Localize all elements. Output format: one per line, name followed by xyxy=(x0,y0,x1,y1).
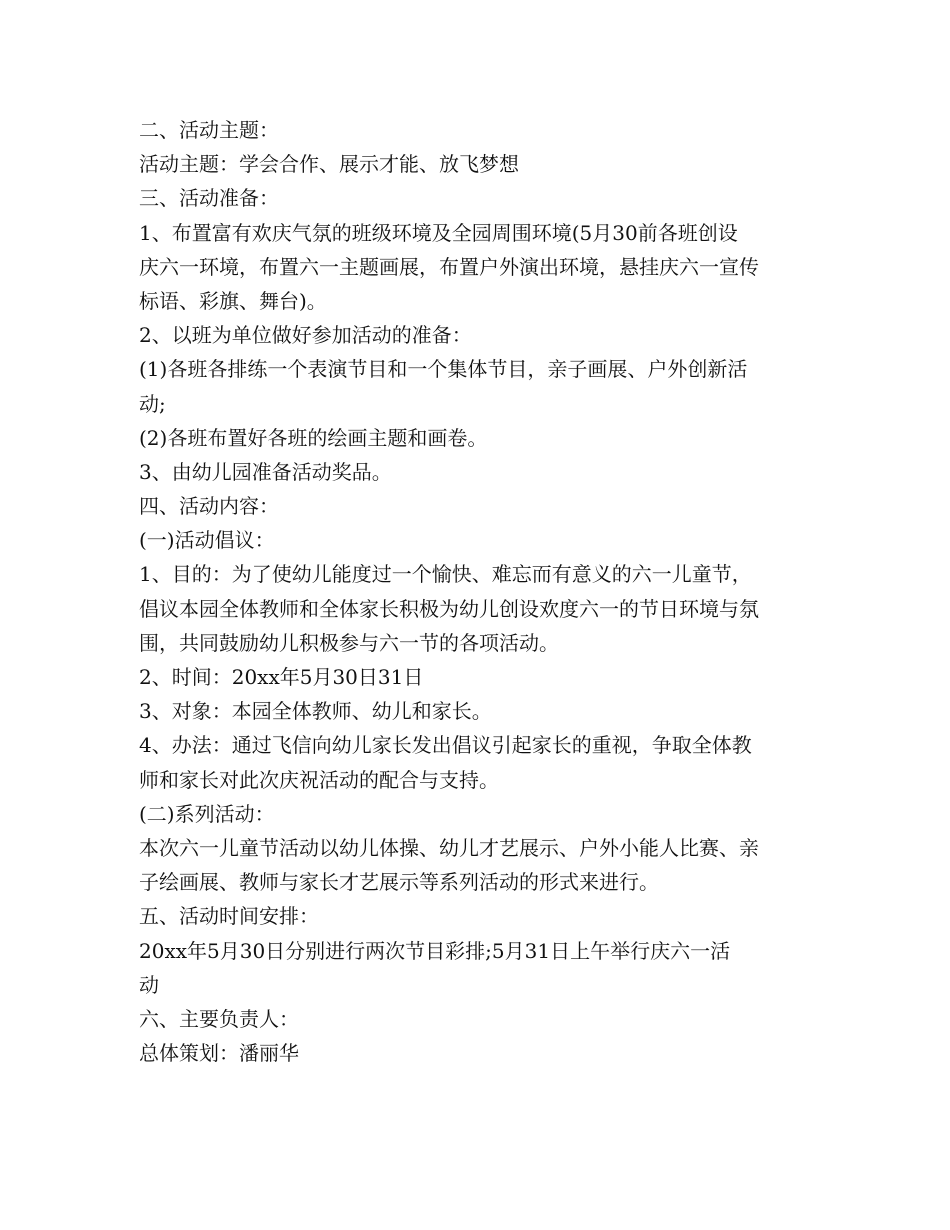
text-line: 动 xyxy=(139,972,159,997)
text-line: 标语、彩旗、舞台)。 xyxy=(139,288,327,313)
heading-activity-content: 四、活动内容： xyxy=(139,494,279,519)
text-line: 3、对象：本园全体教师、幼儿和家长。 xyxy=(139,699,492,724)
text-line: 子绘画展、教师与家长才艺展示等系列活动的形式来进行。 xyxy=(139,870,659,895)
text-line: 动; xyxy=(139,391,166,416)
text-line: 1、布置富有欢庆气氛的班级环境及全园周围环境(5月30前各班创设 xyxy=(139,220,738,245)
heading-main-responsible: 六、主要负责人： xyxy=(139,1006,299,1031)
text-line: 2、时间：20xx年5月30日31日 xyxy=(139,665,424,689)
text-line: 师和家长对此次庆祝活动的配合与支持。 xyxy=(139,767,499,792)
text-line: 2、以班为单位做好参加活动的准备： xyxy=(139,323,472,348)
text-line: 4、办法：通过飞信向幼儿家长发出倡议引起家长的重视，争取全体教 xyxy=(139,733,752,758)
text-line: (2)各班布置好各班的绘画主题和画卷。 xyxy=(139,425,488,450)
subheading-series-activities: (二)系列活动： xyxy=(139,801,275,826)
text-line: 倡议本园全体教师和全体家长积极为幼儿创设欢度六一的节日环境与氛 xyxy=(139,596,759,621)
document-body xyxy=(139,113,819,1070)
text-line: (1)各班各排练一个表演节目和一个集体节目，亲子画展、户外创新活 xyxy=(139,357,748,382)
text-line: 本次六一儿童节活动以幼儿体操、幼儿才艺展示、户外小能人比赛、亲 xyxy=(139,835,759,860)
heading-activity-schedule: 五、活动时间安排： xyxy=(139,904,319,929)
text-line: 围，共同鼓励幼儿积极参与六一节的各项活动。 xyxy=(139,630,559,655)
heading-activity-theme: 二、活动主题： xyxy=(139,118,279,142)
text-line: 3、由幼儿园准备活动奖品。 xyxy=(139,459,392,484)
text-line: 活动主题：学会合作、展示才能、放飞梦想 xyxy=(139,152,519,177)
text-line: 1、目的：为了使幼儿能度过一个愉快、难忘而有意义的六一儿童节， xyxy=(139,562,752,587)
text-line: 20xx年5月30日分别进行两次节目彩排;5月31日上午举行庆六一活 xyxy=(139,938,731,963)
heading-activity-preparation: 三、活动准备： xyxy=(139,186,279,211)
subheading-activity-proposal: (一)活动倡议： xyxy=(139,528,275,553)
text-line: 庆六一环境，布置六一主题画展，布置户外演出环境，悬挂庆六一宣传 xyxy=(139,254,759,279)
text-line: 总体策划：潘丽华 xyxy=(139,1041,299,1066)
